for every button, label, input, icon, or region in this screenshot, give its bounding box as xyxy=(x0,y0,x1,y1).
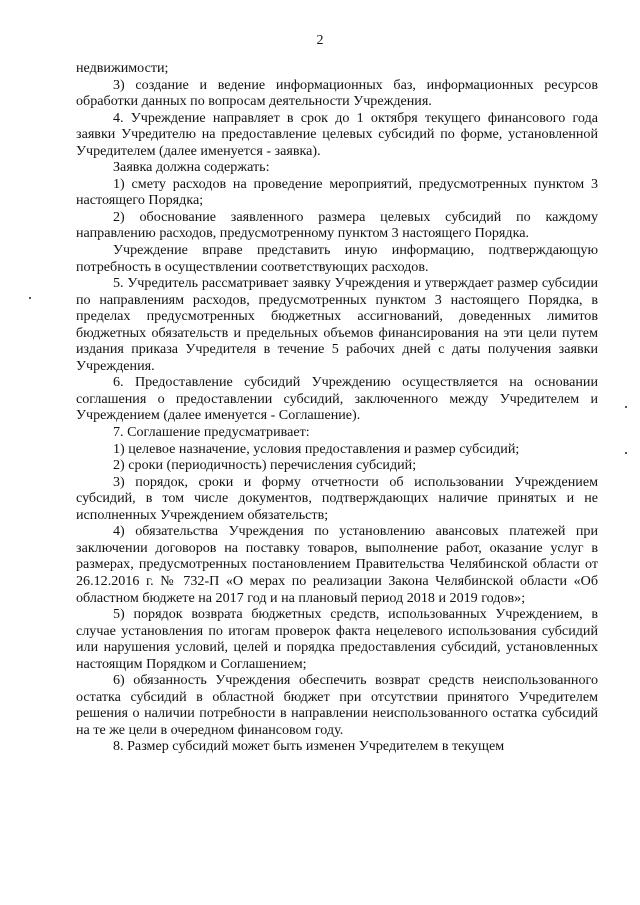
paragraph: 4) обязательства Учреждения по установлению авансовых платежей при заключении договоров на поставку товаров, выполнение работ, оказание услуг в размерах, предусмотренных постановлением Правительства Челябинской области от 26.12.2016 г. № 732-П «О мерах по реализации Закона Челябинской области «Об областном бюджете на 2017 год и на плановый период 2018 и 2019 годов»; xyxy=(76,523,598,606)
paragraph: 8. Размер субсидий может быть изменен Учредителем в текущем xyxy=(113,738,505,755)
scan-speck xyxy=(29,297,31,299)
paragraph: 2) сроки (периодичность) перечисления субсидий; xyxy=(113,457,417,474)
paragraph: Заявка должна содержать: xyxy=(113,159,270,176)
paragraph: Учреждение вправе представить иную информацию, подтверждающую потребность в осуществлении соответствующих расходов. xyxy=(76,242,598,275)
paragraph: 7. Соглашение предусматривает: xyxy=(113,424,310,441)
scan-speck xyxy=(625,452,627,454)
paragraph: 1) целевое назначение, условия предоставления и размер субсидий; xyxy=(113,440,520,457)
paragraph: 5) порядок возврата бюджетных средств, использованных Учреждением, в случае установления по итогам проверок факта нецелевого использования субсидий или нарушения условий, целей и порядка предоставления субсидий, установленных настоящим Порядком и Соглашением; xyxy=(76,606,598,672)
paragraph: 2) обоснование заявленного размера целевых субсидий по каждому направлению расходов, предусмотренному пунктом 3 настоящего Порядка. xyxy=(76,208,598,242)
paragraph: 6. Предоставление субсидий Учреждению осуществляется на основании соглашения о предоставлении субсидий, заключенного между Учредителем и Учреждением (далее именуется - Соглашение). xyxy=(76,374,598,424)
paragraph: 1) смету расходов на проведение мероприятий, предусмотренных пунктом 3 настоящего Порядка; xyxy=(76,175,598,209)
paragraph: 6) обязанность Учреждения обеспечить возврат средств неиспользованного остатка субсидий в областной бюджет при отсутствии принятого Учредителем решения о наличии потребности в направлении неиспользованного остатка субсидий на те же цели в очередном финансовом году. xyxy=(76,672,598,738)
paragraph: 3) порядок, сроки и форму отчетности об использовании Учреждением субсидий, в том числе документов, подтверждающих наличие принятых и не исполненных Учреждением обязательств; xyxy=(76,473,598,523)
paragraph: 3) создание и ведение информационных баз, информационных ресурсов обработки данных по вопросам деятельности Учреждения. xyxy=(76,76,598,110)
paragraph: недвижимости; xyxy=(76,60,169,76)
scan-speck xyxy=(625,406,627,408)
paragraph: 5. Учредитель рассматривает заявку Учреждения и утверждает размер субсидии по направлениям расходов, предусмотренных пунктом 3 настоящего Порядка, в пределах предусмотренных бюджетных ассигнований, доведенных лимитов бюджетных обязательств и предельных объемов финансирования на эти цели путем издания приказа Учредителя в течение 5 рабочих дней с даты получения заявки Учреждения. xyxy=(76,275,598,374)
page-number: 2 xyxy=(316,33,324,48)
paragraph: 4. Учреждение направляет в срок до 1 октября текущего финансового года заявки Учредителю на предоставление целевых субсидий по форме, установленной Учредителем (далее именуется - заявка). xyxy=(76,109,598,159)
document-body xyxy=(76,60,598,755)
